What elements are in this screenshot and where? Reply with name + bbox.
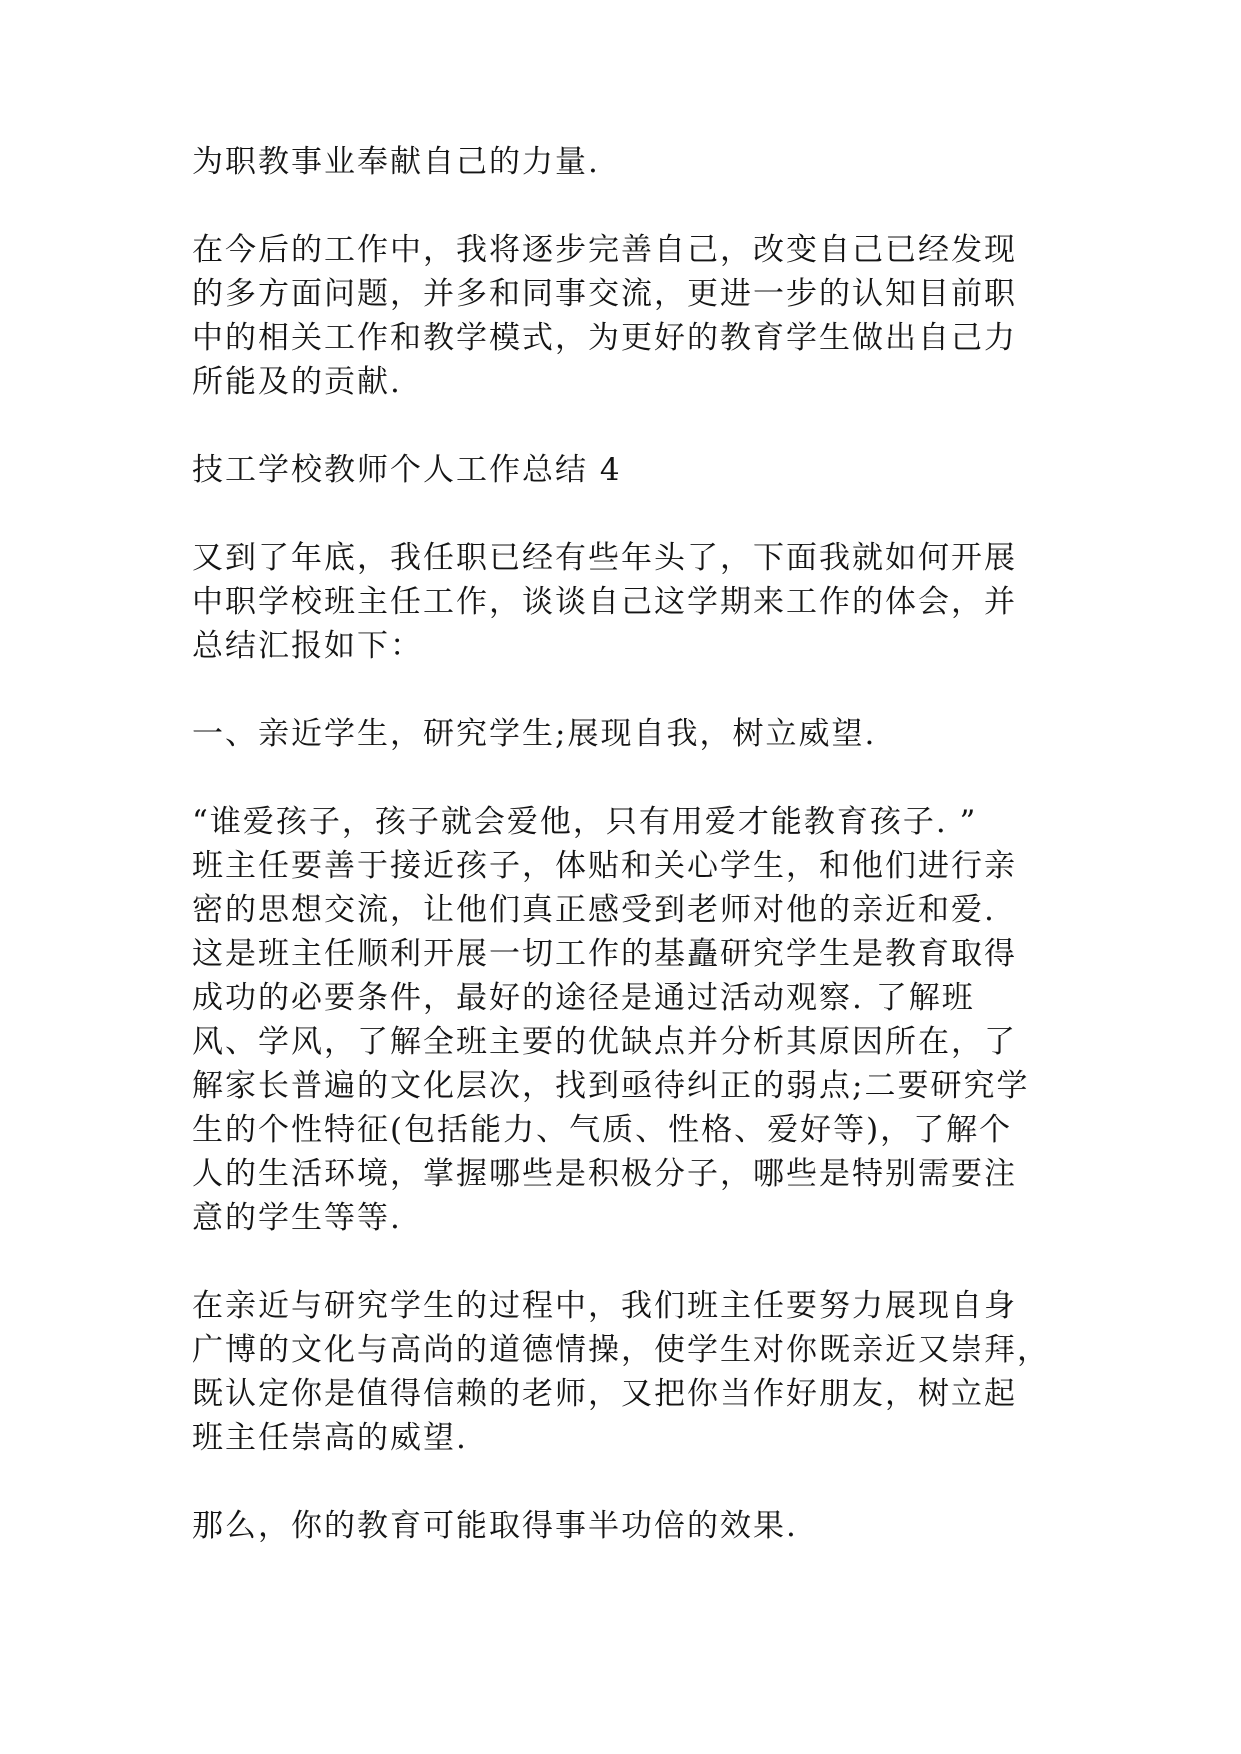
section-heading	[192, 448, 1052, 492]
text-line: 的多方面问题，并多和同事交流，更进一步的认知目前职	[192, 276, 1017, 312]
text-line: 总结汇报如下：	[192, 628, 423, 664]
text-line: 中职学校班主任工作，谈谈自己这学期来工作的体会，并	[192, 584, 1017, 620]
text-line: 班主任要善于接近孩子，体贴和关心学生，和他们进行亲	[192, 848, 1017, 884]
text-line: 一、亲近学生，研究学生;展现自我，树立威望.	[192, 716, 877, 752]
text-line: 班主任崇高的威望.	[192, 1420, 468, 1456]
text-line: 密的思想交流，让他们真正感受到老师对他的亲近和爱.	[192, 892, 996, 928]
text-line: 为职教事业奉献自己的力量.	[192, 144, 600, 180]
paragraph-5	[192, 1284, 1052, 1460]
text-line: “谁爱孩子，孩子就会爱他，只有用爱才能教育孩子. ”	[192, 804, 978, 840]
text-line: 解家长普遍的文化层次，找到亟待纠正的弱点;二要研究学	[192, 1068, 1030, 1104]
text-line: 中的相关工作和教学模式，为更好的教育学生做出自己力	[192, 320, 1017, 356]
text-line: 风、学风，了解全班主要的优缺点并分析其原因所在，了	[192, 1024, 1017, 1060]
text-line: 成功的必要条件，最好的途径是通过活动观察. 了解班	[192, 980, 975, 1016]
paragraph-6	[192, 1504, 1052, 1548]
text-line: 人的生活环境，掌握哪些是积极分子，哪些是特别需要注	[192, 1156, 1017, 1192]
text-line: 意的学生等等.	[192, 1200, 402, 1236]
document-body	[192, 140, 1052, 1592]
text-line: 在亲近与研究学生的过程中，我们班主任要努力展现自身	[192, 1288, 1017, 1324]
paragraph-2	[192, 228, 1052, 404]
text-line: 广博的文化与高尚的道德情操，使学生对你既亲近又崇拜，	[192, 1332, 1050, 1368]
text-line: 又到了年底，我任职已经有些年头了，下面我就如何开展	[192, 540, 1017, 576]
text-line: 这是班主任顺利开展一切工作的基矗研究学生是教育取得	[192, 936, 1017, 972]
subheading-1	[192, 712, 1052, 756]
text-line: 所能及的贡献.	[192, 364, 402, 400]
paragraph-4	[192, 800, 1052, 1240]
text-line: 既认定你是值得信赖的老师，又把你当作好朋友，树立起	[192, 1376, 1017, 1412]
paragraph-1	[192, 140, 1052, 184]
text-line: 在今后的工作中，我将逐步完善自己，改变自己已经发现	[192, 232, 1017, 268]
text-line: 生的个性特征(包括能力、气质、性格、爱好等)，了解个	[192, 1112, 1013, 1148]
paragraph-3	[192, 536, 1052, 668]
text-line: 那么，你的教育可能取得事半功倍的效果.	[192, 1508, 798, 1544]
heading-text: 技工学校教师个人工作总结 4	[192, 452, 622, 488]
